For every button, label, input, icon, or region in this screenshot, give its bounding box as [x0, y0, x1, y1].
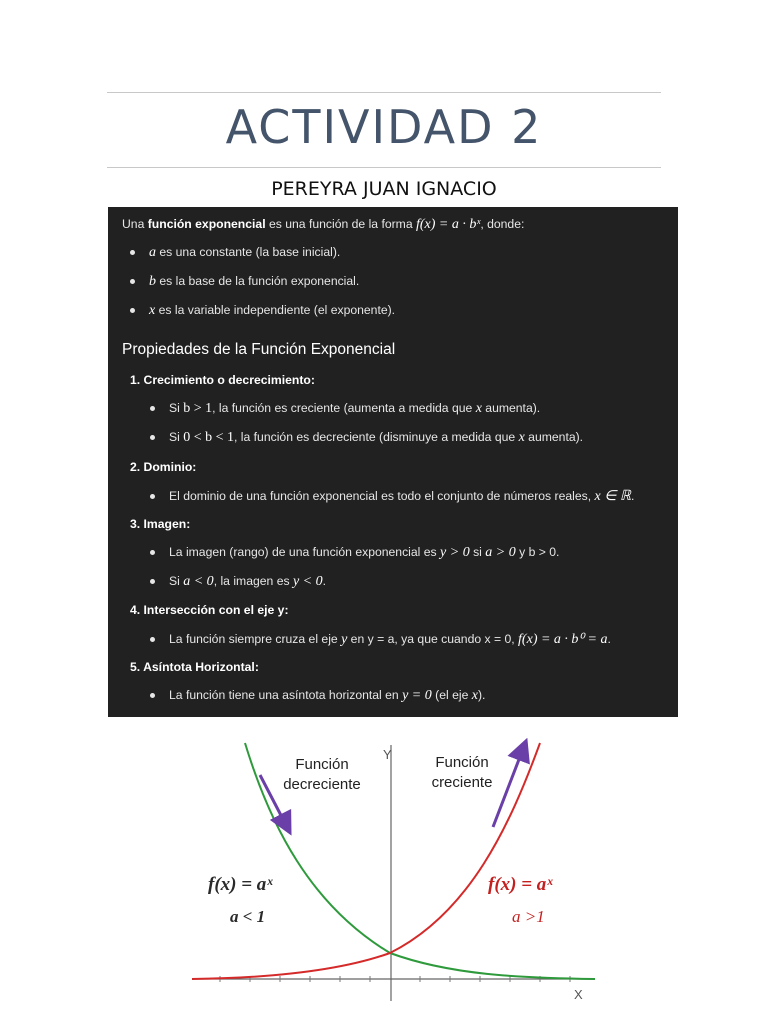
title-rule: [107, 167, 661, 168]
property-label: 4. Intersección con el eje y:: [130, 603, 289, 617]
property-bullet: La función tiene una asíntota horizontal en y = 0 (el eje x).: [150, 688, 485, 704]
bullet-dot: [130, 279, 135, 284]
decreasing-label-line1: Función: [295, 756, 349, 773]
bullet-dot: [150, 435, 155, 440]
definition-bullet: x es la variable independiente (el exponente).: [130, 303, 395, 319]
property-bullet: Si a < 0, la imagen es y < 0.: [150, 574, 326, 590]
property-bullet: La imagen (rango) de una función exponencial es y > 0 si a > 0 y b > 0.: [150, 545, 559, 561]
bullet-dot: [130, 308, 135, 313]
definition-bullet: b es la base de la función exponencial.: [130, 274, 359, 290]
increasing-label-line1: Función: [435, 754, 489, 771]
bullet-dot: [150, 637, 155, 642]
y-axis-label: Y: [383, 747, 392, 762]
top-rule: [107, 92, 661, 93]
bullet-dot: [150, 579, 155, 584]
condition-left: a < 1: [230, 907, 266, 926]
bullet-dot: [150, 693, 155, 698]
formula-right: f(x) = aˣ: [488, 874, 553, 895]
bullet-dot: [150, 550, 155, 555]
bullet-dot: [150, 494, 155, 499]
property-label: 5. Asíntota Horizontal:: [130, 660, 259, 674]
x-axis-label: X: [574, 987, 583, 1002]
page-title: ACTIVIDAD 2: [225, 100, 543, 154]
increasing-label-line2: creciente: [431, 774, 493, 791]
definition-panel: [108, 207, 678, 717]
condition-right: a >1: [512, 907, 545, 926]
increasing-arrow: [493, 749, 523, 827]
property-label: 2. Dominio:: [130, 460, 197, 474]
definition-intro: Una función exponencial es una función de la forma f(x) = a · bˣ, donde:: [122, 217, 525, 232]
property-label: 3. Imagen:: [130, 517, 191, 531]
author-name: PEREYRA JUAN IGNACIO: [271, 178, 497, 200]
property-bullet: Si b > 1, la función es creciente (aumenta a medida que x aumenta).: [150, 401, 540, 417]
exponential-graph: [190, 735, 600, 1007]
properties-heading: Propiedades de la Función Exponencial: [122, 341, 396, 358]
property-bullet: La función siempre cruza el eje y en y = a, ya que cuando x = 0, f(x) = a · b⁰ = a.: [150, 631, 611, 648]
property-bullet: Si 0 < b < 1, la función es decreciente (disminuye a medida que x aumenta).: [150, 430, 583, 446]
property-label: 1. Crecimiento o decrecimiento:: [130, 373, 315, 387]
property-bullet: El dominio de una función exponencial es todo el conjunto de números reales, x ∈ ℝ.: [150, 488, 634, 505]
formula-left: f(x) = aˣ: [208, 874, 273, 895]
bullet-dot: [150, 406, 155, 411]
definition-bullet: a es una constante (la base inicial).: [130, 245, 340, 261]
decreasing-label-line2: decreciente: [283, 776, 361, 793]
bullet-dot: [130, 250, 135, 255]
